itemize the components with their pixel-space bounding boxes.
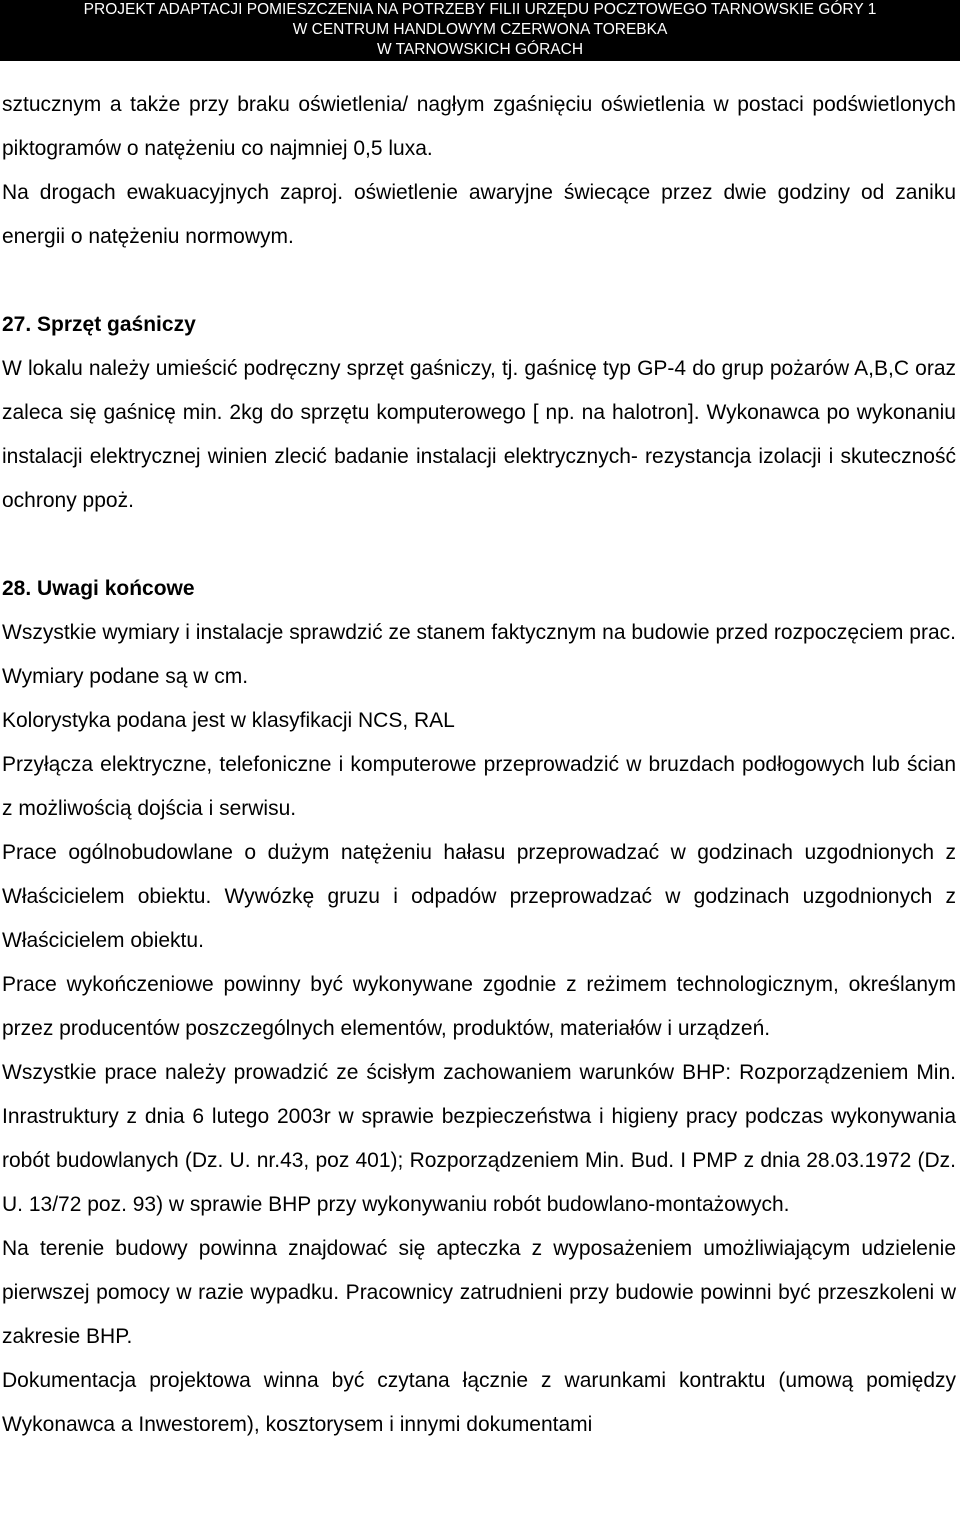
paragraph-connections: Przyłącza elektryczne, telefoniczne i komputerowe przeprowadzić w bruzdach podłogowych lub ścian z możliwością dojścia i serwisu. [2,753,956,820]
paragraph-finishing-work: Prace wykończeniowe powinny być wykonywane zgodnie z reżimem technologicznym, określanym przez producentów poszczególnych elementów, produktów, materiałów i urządzeń. [2,973,956,1040]
paragraph-colors: Kolorystyka podana jest w klasyfikacji NCS, RAL [2,709,455,732]
paragraph-documentation: Dokumentacja projektowa winna być czytana łącznie z warunkami kontraktu (umową pomiędzy Wykonawca a Inwestorem), kosztorysem i innymi dokumentami [2,1369,956,1436]
page-header [0,0,960,61]
paragraph-dimensions: Wszystkie wymiary i instalacje sprawdzić ze stanem faktycznym na budowie przed rozpoczęciem prac. Wymiary podane są w cm. [2,621,956,688]
spacer [2,259,956,303]
document-body [2,83,956,1447]
paragraph-noise-work: Prace ogólnobudowlane o dużym natężeniu hałasu przeprowadzać w godzinach uzgodnionych z Właścicielem obiektu. Wywózkę gruzu i odpadów przeprowadzać w godzinach uzgodnionych z Właścicielem obiektu. [2,841,956,952]
header-line-1: PROJEKT ADAPTACJI POMIESZCZENIA NA POTRZEBY FILII URZĘDU POCZTOWEGO TARNOWSKIE GÓRY 1 [83,1,877,18]
paragraph-first-aid: Na terenie budowy powinna znajdować się apteczka z wyposażeniem umożliwiającym udzielenie pierwszej pomocy w razie wypadku. Pracownicy zatrudnieni przy budowie powinni być przeszkoleni w zakresie BHP. [2,1237,956,1348]
spacer [2,523,956,567]
header-line-3: W TARNOWSKICH GÓRACH [376,41,584,58]
header-line-2: W CENTRUM HANDLOWYM CZERWONA TOREBKA [292,21,668,38]
paragraph-lighting-continuation: sztucznym a także przy braku oświetlenia/ nagłym zgaśnięciu oświetlenia w postaci podświetlonych piktogramów o natężeniu co najmniej 0,5 luxa. [2,93,956,160]
paragraph-safety-rules: Wszystkie prace należy prowadzić ze ścisłym zachowaniem warunków BHP: Rozporządzeniem Min. Inrastruktury z dnia 6 lutego 2003r w sprawie bezpieczeństwa i higieny pracy podczas wykonywania robót budowlanych (Dz. U. nr.43, poz 401); Rozporządzeniem Min. Bud. I PMP z dnia 28.03.1972 (Dz. U. 13/72 poz. 93) w sprawie BHP przy wykonywaniu robót budowlano-montażowych. [2,1061,956,1216]
paragraph-fire-equipment: W lokalu należy umieścić podręczny sprzęt gaśniczy, tj. gaśnicę typ GP-4 do grup pożarów A,B,C oraz zaleca się gaśnicę min. 2kg do sprzętu komputerowego [ np. na halotron]. Wykonawca po wykonaniu instalacji elektrycznej winien zlecić badanie instalacji elektrycznych- rezystancja izolacji i skuteczność ochrony ppoż. [2,357,956,512]
section-heading-27: 27. Sprzęt gaśniczy [2,313,196,336]
section-heading-28: 28. Uwagi końcowe [2,577,195,600]
paragraph-emergency-lighting: Na drogach ewakuacyjnych zaproj. oświetlenie awaryjne świecące przez dwie godziny od zaniku energii o natężeniu normowym. [2,181,956,248]
